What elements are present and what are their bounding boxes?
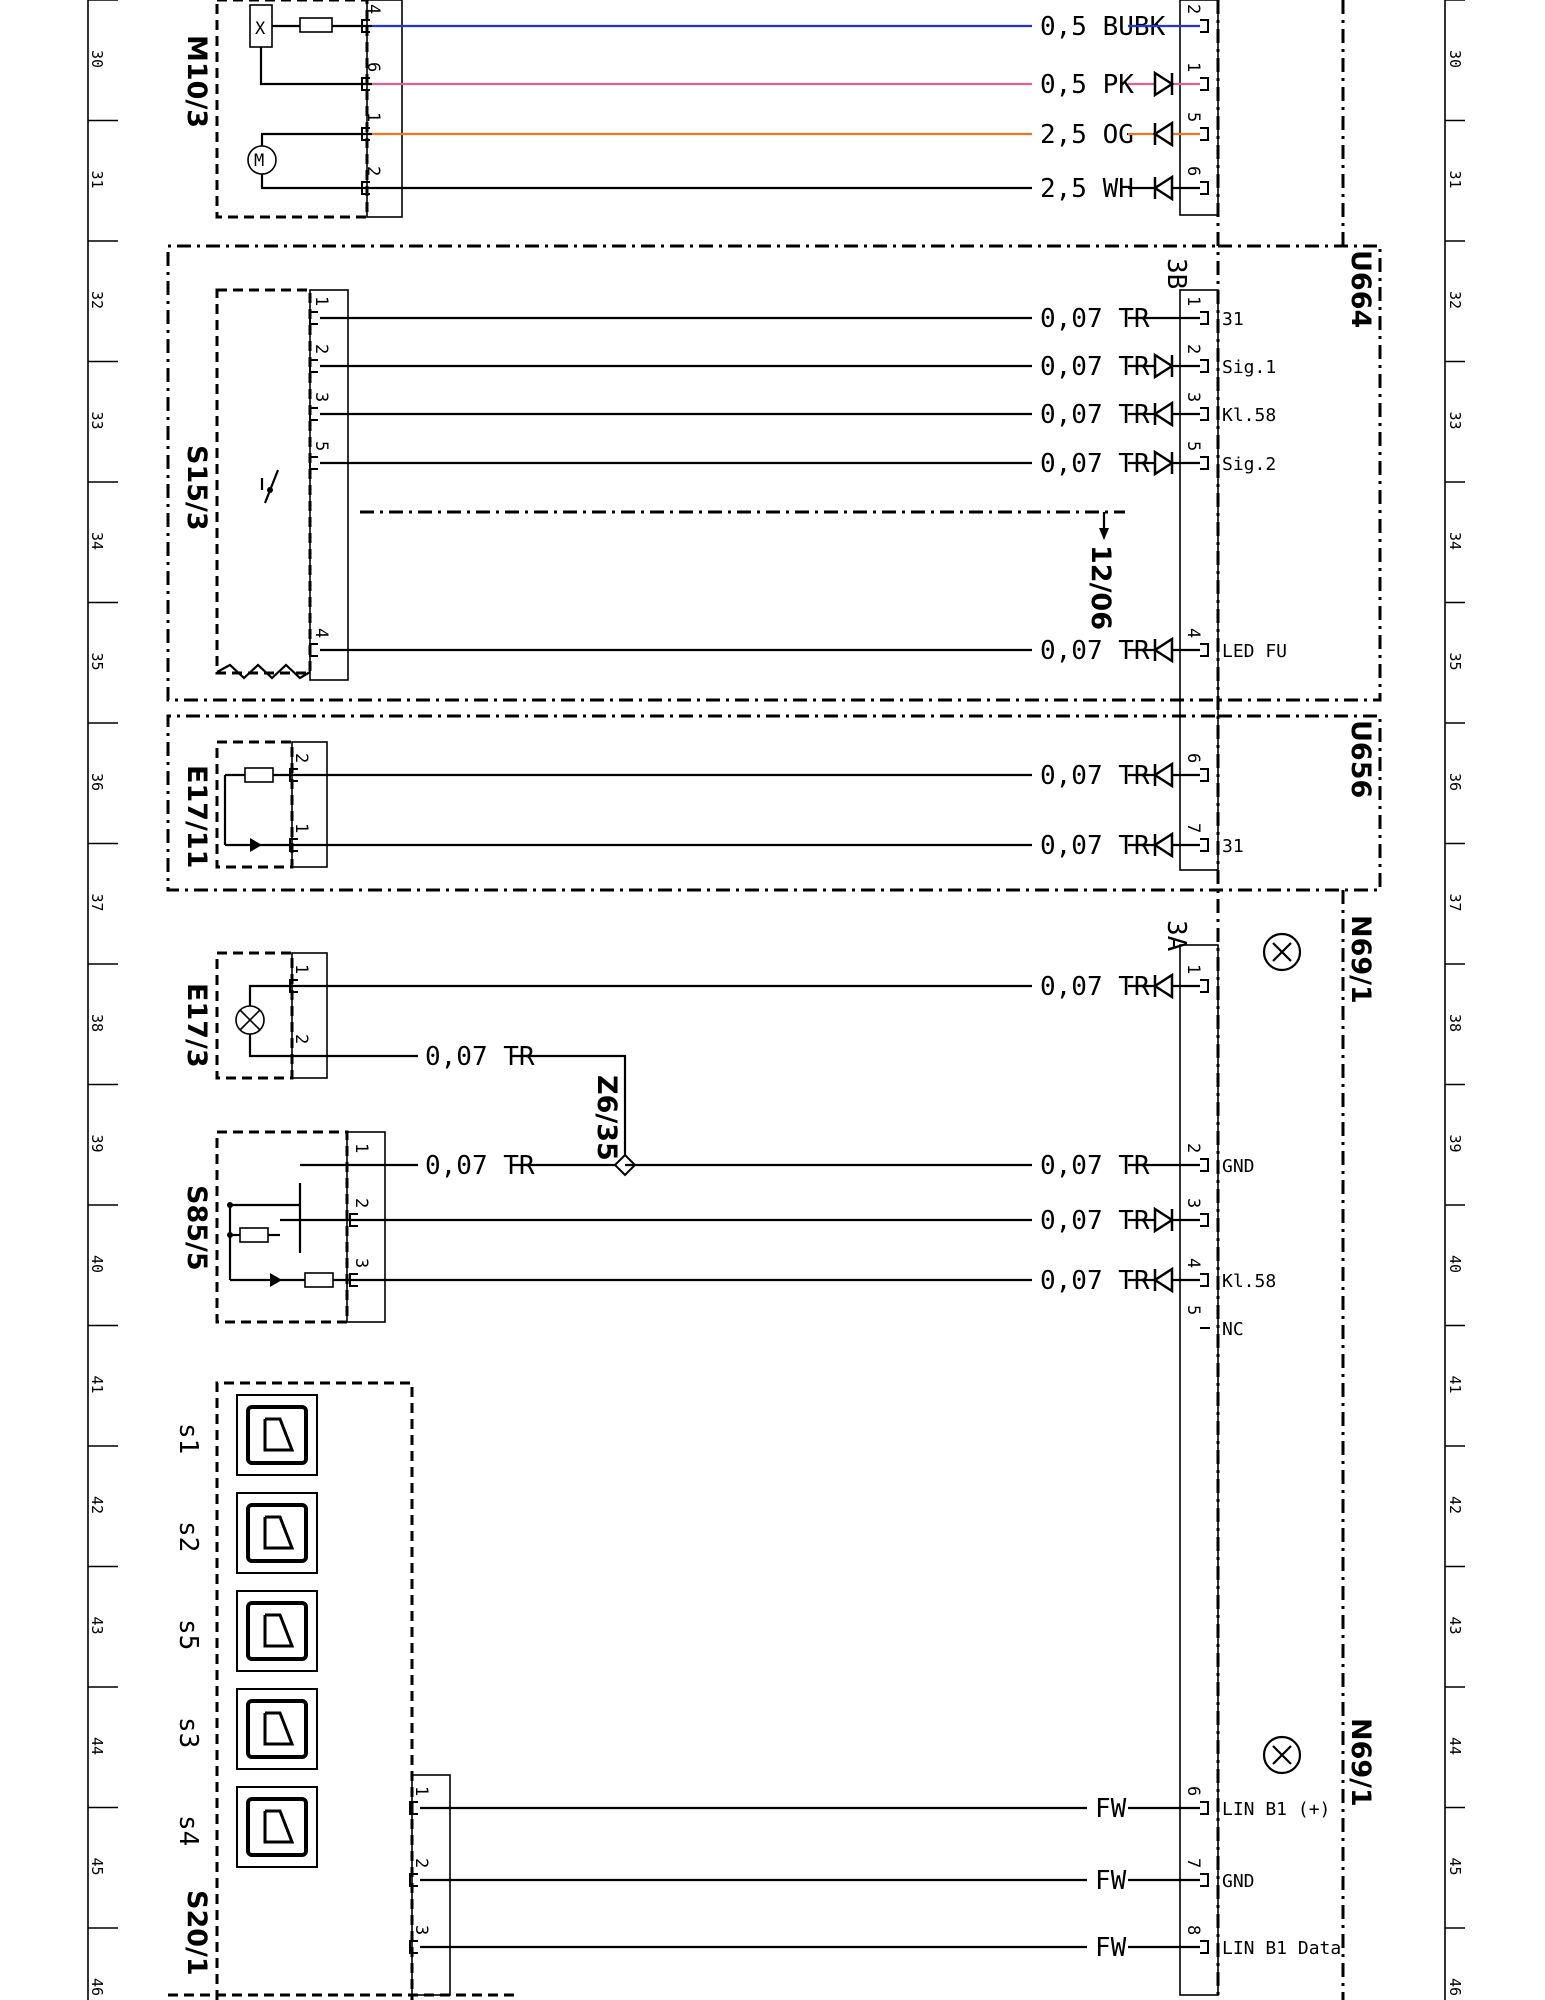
arrow-left-icon <box>1155 975 1172 997</box>
u664-label: U664 <box>1345 250 1376 329</box>
left-ruler <box>88 0 118 2000</box>
wire-label: 0,07 TR <box>1040 636 1150 666</box>
wire-label: 0,07 TR <box>1040 449 1150 479</box>
pin-number: 3 <box>351 1258 371 1269</box>
pin-number: 1 <box>1183 62 1203 73</box>
u656-label: U656 <box>1345 720 1376 799</box>
signal-label: 31 <box>1222 309 1244 330</box>
wire-label: 0,07 TR <box>1040 1206 1150 1236</box>
signal-label: GND <box>1222 1871 1255 1892</box>
ref-12-06: 12/06 <box>1085 545 1116 631</box>
arrow-left-icon <box>1155 123 1172 145</box>
signal-label: Kl.58 <box>1222 405 1277 426</box>
connector-3b-label: 3B <box>1161 258 1191 290</box>
resistor-icon <box>300 18 332 32</box>
pin-number: 4 <box>1183 628 1203 639</box>
n69-1-label-top: N69/1 <box>1345 915 1376 1004</box>
pin-number: 2 <box>351 1198 371 1209</box>
led-icon <box>250 838 262 852</box>
wire-label: FW <box>1095 1933 1127 1963</box>
pin-number: 1 <box>1183 296 1203 307</box>
m10-3-label: M10/3 <box>181 35 212 129</box>
arrow-left-icon <box>1155 1269 1172 1291</box>
wire-label: 0,07 TR <box>1040 831 1150 861</box>
arrow-left-icon <box>1155 764 1172 786</box>
signal-label: Sig.1 <box>1222 357 1277 378</box>
arrow-left-icon <box>1155 834 1172 856</box>
ruler-label: 37 <box>1446 893 1464 912</box>
pin-number: 5 <box>311 441 331 452</box>
signal-label: NC <box>1222 1319 1244 1340</box>
wire-label: 0,07 TR <box>1040 1151 1150 1181</box>
ruler-label: 46 <box>1446 1978 1464 1997</box>
ruler-label: 39 <box>1446 1134 1464 1153</box>
ruler-label: 43 <box>88 1616 106 1635</box>
switch-label: s5 <box>173 1619 203 1651</box>
signal-label: Sig.2 <box>1222 454 1277 475</box>
switch-label: s4 <box>173 1815 203 1847</box>
ruler-label: 33 <box>88 411 106 430</box>
ground-symbol-icon <box>1264 934 1300 970</box>
e17-11-label: E17/11 <box>181 765 212 869</box>
signal-label: Kl.58 <box>1222 1271 1277 1292</box>
pin-number: 6 <box>1183 1786 1203 1797</box>
pin-number: 5 <box>1183 441 1203 452</box>
resistor-icon <box>240 1228 268 1242</box>
ruler-label: 30 <box>88 50 106 69</box>
switch-label: s1 <box>173 1423 203 1455</box>
switch-label: s3 <box>173 1717 203 1749</box>
pin-number: 6 <box>363 62 383 73</box>
connector-3b-strip <box>1180 290 1218 870</box>
s20-1-label: S20/1 <box>181 1890 212 1976</box>
pin-number: 1 <box>291 823 311 834</box>
pin-number: 1 <box>363 112 383 123</box>
ruler-label: 32 <box>1446 291 1464 310</box>
pin-number: 2 <box>311 344 331 355</box>
wire-label: FW <box>1095 1794 1127 1824</box>
wire-label: 0,07 TR <box>1040 1266 1150 1296</box>
pin-number: 2 <box>291 1034 311 1045</box>
arrow-right-icon <box>1155 452 1172 474</box>
ruler-label: 39 <box>88 1134 106 1153</box>
wire-label: 0,5 BUBK <box>1040 12 1166 42</box>
s15-3-label: S15/3 <box>181 445 212 531</box>
switch-label: s2 <box>173 1521 203 1553</box>
arrow-right-icon <box>1155 73 1172 95</box>
resistor-icon <box>245 768 273 782</box>
pin-number: 7 <box>1183 1858 1203 1869</box>
wire-label: 0,07 TR <box>425 1042 535 1072</box>
arrow-right-icon <box>1155 1209 1172 1231</box>
pin-number: 2 <box>1183 4 1203 15</box>
pin-number: 6 <box>1183 166 1203 177</box>
pin-number: 2 <box>1183 1143 1203 1154</box>
wire-label: 2,5 WH <box>1040 174 1134 204</box>
wire-label: 0,5 PK <box>1040 70 1134 100</box>
signal-label: LED FU <box>1222 641 1288 662</box>
ruler-label: 34 <box>88 532 106 551</box>
pin-number: 2 <box>1183 344 1203 355</box>
wire-label: 0,07 TR <box>1040 761 1150 791</box>
pin-number: 1 <box>411 1786 431 1797</box>
ruler-label: 35 <box>88 652 106 671</box>
pin-number: 8 <box>1183 1925 1203 1936</box>
pin-number: 4 <box>311 628 331 639</box>
connector-3a-strip <box>1180 945 1218 1995</box>
signal-label: LIN B1 (+) <box>1222 1799 1331 1820</box>
pin-number: 1 <box>311 296 331 307</box>
signal-label: 31 <box>1222 836 1244 857</box>
svg-text:M: M <box>254 151 265 171</box>
ruler-label: 32 <box>88 291 106 310</box>
ruler-label: 38 <box>88 1014 106 1033</box>
s20-1-component <box>168 1383 520 2000</box>
arrow-left-icon <box>1155 639 1172 661</box>
pin-number: 2 <box>411 1858 431 1869</box>
wire-label: 0,07 TR <box>1040 972 1150 1002</box>
ruler-label: 41 <box>1446 1375 1464 1394</box>
arrow-left-icon <box>1155 403 1172 425</box>
ruler-label: 40 <box>88 1255 106 1274</box>
wire-label: FW <box>1095 1866 1127 1896</box>
ruler-label: 45 <box>88 1857 106 1876</box>
pin-number: 5 <box>1183 112 1203 123</box>
wire-label: 0,07 TR <box>1040 352 1150 382</box>
ruler-label: 46 <box>88 1978 106 1997</box>
e17-3-label: E17/3 <box>181 983 212 1068</box>
arrow-left-icon <box>1155 177 1172 199</box>
pin-number: 1 <box>351 1143 371 1154</box>
ruler-label: 42 <box>88 1496 106 1515</box>
u656-box <box>168 716 1380 890</box>
z6-35-label: Z6/35 <box>591 1075 622 1161</box>
pin-number: 4 <box>363 4 383 15</box>
ruler-label: 37 <box>88 893 106 912</box>
ruler-label: 40 <box>1446 1255 1464 1274</box>
ground-symbol-icon <box>1264 1737 1300 1773</box>
wire-label: 2,5 OG <box>1040 120 1134 150</box>
wire-label: 0,07 TR <box>1040 400 1150 430</box>
n69-1-label-bottom: N69/1 <box>1345 1718 1376 1807</box>
pin-number: 1 <box>1183 964 1203 975</box>
s85-5-label: S85/5 <box>181 1185 212 1271</box>
ruler-label: 35 <box>1446 652 1464 671</box>
wire-label: 0,07 TR <box>1040 304 1150 334</box>
signal-label: LIN B1 Data <box>1222 1938 1342 1959</box>
resistor-icon <box>305 1273 333 1287</box>
ruler-label: 31 <box>1446 170 1464 189</box>
wire-label: 0,07 TR <box>425 1151 535 1181</box>
ruler-label: 44 <box>88 1737 106 1756</box>
arrow-right-icon <box>1155 355 1172 377</box>
right-ruler <box>1445 0 1465 2000</box>
pin-number: 1 <box>291 964 311 975</box>
ruler-label: 44 <box>1446 1737 1464 1756</box>
pin-number: 4 <box>1183 1258 1203 1269</box>
signal-label: GND <box>1222 1156 1255 1177</box>
svg-text:X: X <box>255 19 266 39</box>
pin-number: 3 <box>411 1925 431 1936</box>
ruler-label: 36 <box>1446 773 1464 792</box>
connector-3a-label: 3A <box>1161 920 1191 952</box>
pin-number: 2 <box>363 166 383 177</box>
pin-number: 6 <box>1183 753 1203 764</box>
ruler-label: 36 <box>88 773 106 792</box>
ruler-label: 42 <box>1446 1496 1464 1515</box>
ruler-label: 38 <box>1446 1014 1464 1033</box>
connector-m-strip <box>1180 0 1218 215</box>
pin-number: 3 <box>1183 392 1203 403</box>
pin-number: 7 <box>1183 823 1203 834</box>
ruler-label: 33 <box>1446 411 1464 430</box>
ruler-label: 41 <box>88 1375 106 1394</box>
pin-number: 3 <box>1183 1198 1203 1209</box>
ruler-label: 30 <box>1446 50 1464 69</box>
switch-contact-icon <box>265 470 278 503</box>
ruler-label: 43 <box>1446 1616 1464 1635</box>
ruler-label: 45 <box>1446 1857 1464 1876</box>
pin-number: 3 <box>311 392 331 403</box>
pin-number: 2 <box>291 753 311 764</box>
ruler-label: 34 <box>1446 532 1464 551</box>
led-icon <box>270 1273 282 1287</box>
ruler-label: 31 <box>88 170 106 189</box>
pin-number: 5 <box>1183 1305 1203 1316</box>
